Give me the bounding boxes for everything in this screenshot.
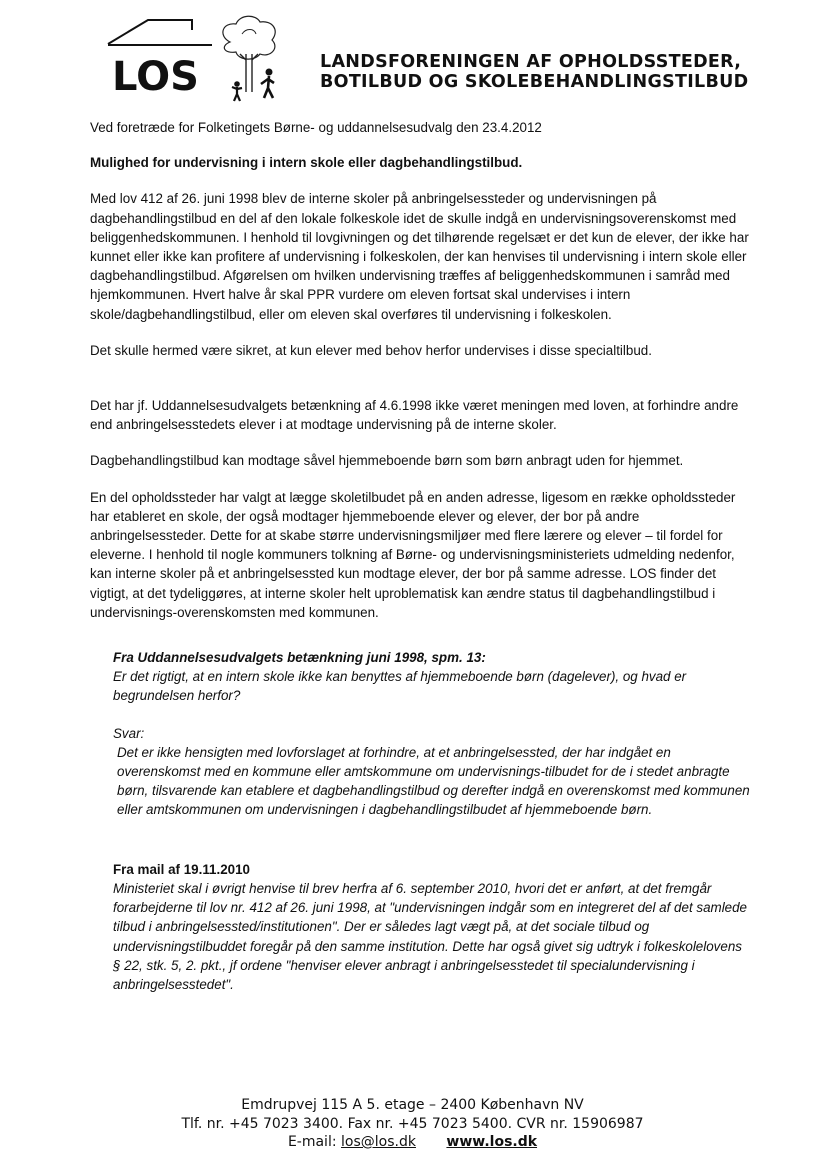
paragraph: Det har jf. Uddannelsesudvalgets betænkning af 4.6.1998 ikke været meningen med loven, at forhindre andre end anbringelsesstedets elever i at modtage undervisning på de interne skoler. [90,398,739,433]
los-logo [100,14,300,104]
website-link[interactable]: www.los.dk [446,1134,538,1150]
committee-quote [113,648,753,820]
mail-body: Ministeriet skal i øvrigt henvise til brev herfra af 6. september 2010, hvori det er anført, at det fremgår forarbejderne til lov nr. 412 af 26. juni 1998, at "undervisningen indgår som en integreret del af det samlede tilbud i anbringelsessted/institutionen". Der er således lagt vægt på, at det sociale tilbud og undervisningstilbuddet foregår på den samme institution. Dette har også givet sig udtryk i folkeskolelovens § 22, stk. 5, 2. pkt., jf ordene "henviser elever anbragt i anbringelsesstedet til specialundervisning i anbringelsesstedet". [113,880,748,992]
quote-question: Er det rigtigt, at en intern skole ikke kan benyttes af hjemmeboende børn (dagelever), og hvad er begrundelsen herfor? [113,669,687,704]
paragraph: Med lov 412 af 26. juni 1998 blev de interne skoler på anbringelsessteder og undervisningen på dagbehandlingstilbud en del af den lokale folkeskole idet de skulle indgå en undervisningsoverenskomst med beliggenhedskommunen. I henhold til lovgivningen og det tilhørende regelsæt er det kun de elever, der ikke har kunnet eller ikke kan profitere af undervisning i folkeskolen, der kan henvises til undervisning i intern skole eller dagbehandlingstilbud. Afgørelsen om hvilken undervisning træffes af beliggenhedskommunen i samråd med hjemkommunen. Hvert halve år skal PPR vurdere om eleven fortsat skal undervises i intern skole/dagbehandlingstilbud, eller om eleven skal overføres til undervisning i folkeskolen. [90,191,749,322]
date-line: Ved foretræde for Folketingets Børne- og uddannelsesudvalg den 23.4.2012 [90,120,542,135]
footer-phone-line: Tlf. nr. +45 7023 3400. Fax nr. +45 7023 5400. CVR nr. 15906987 [181,1115,644,1132]
paragraph: Det skulle hermed være sikret, at kun elever med behov herfor undervises i disse specialtilbud. [90,342,652,358]
email-link[interactable]: los@los.dk [341,1134,416,1150]
logo-text: LOS [112,54,199,100]
paragraph: En del opholdssteder har valgt at lægge skoletilbudet på en anden adresse, ligesom en række opholdssteder har etableret en skole, der også modtager hjemmeboende elever og elever, der bor på andre anbringelsessteder. Dette for at skabe større undervisningsmiljøer med flere lærere og elever – til fordel for eleverne. I henhold til nogle kommuners tolkning af Børne- og undervisningsministeriets udmelding nedenfor, kan interne skoler på et anbringelsessted kun modtage elever, der bor på samme adresse. LOS finder det vigtigt, at det tydeliggøres, at interne skoler helt uproblematisk kan ændre status til dagbehandlingstilbud i undervisnings-overenskomsten med kommunen. [90,489,736,620]
org-name-line-1: LANDSFORENINGEN AF OPHOLDSSTEDER, [320,52,742,72]
quote-answer: Det er ikke hensigten med lovforslaget at forhindre, at et anbringelsessted, der har indgået en overenskomst med en kommune eller amtskommune om undervisnings-tilbudet for de i stedet anbragte børn, tilsvarende kan etablere et dagbehandlingstilbud og derefter indgå en overenskomst med kommunen eller amtskommunen om undervisningen i dagbehandlingstilbudet af hjemmeboende børn. [117,744,750,818]
email-label: E-mail: [287,1134,337,1150]
letter-body [90,118,750,994]
mail-heading: Fra mail af 19.11.2010 [113,861,250,877]
quote-heading: Fra Uddannelsesudvalgets betænkning juni 1998, spm. 13: [113,650,486,666]
org-name-line-2: BOTILBUD OG SKOLEBEHANDLINGSTILBUD [320,72,749,92]
footer-address: Emdrupvej 115 A 5. etage – 2400 København NV [241,1097,584,1113]
answer-label: Svar: [113,725,145,741]
house-tree-logo-icon [100,14,300,104]
footer-contact-line [0,1133,825,1152]
mail-quote [113,860,753,994]
subject-heading: Mulighed for undervisning i intern skole eller dagbehandlingstilbud. [90,155,523,171]
organization-name [320,52,800,92]
letter-footer [0,1096,825,1152]
paragraph: Dagbehandlingstilbud kan modtage såvel hjemmeboende børn som børn anbragt uden for hjemmet. [90,453,684,469]
